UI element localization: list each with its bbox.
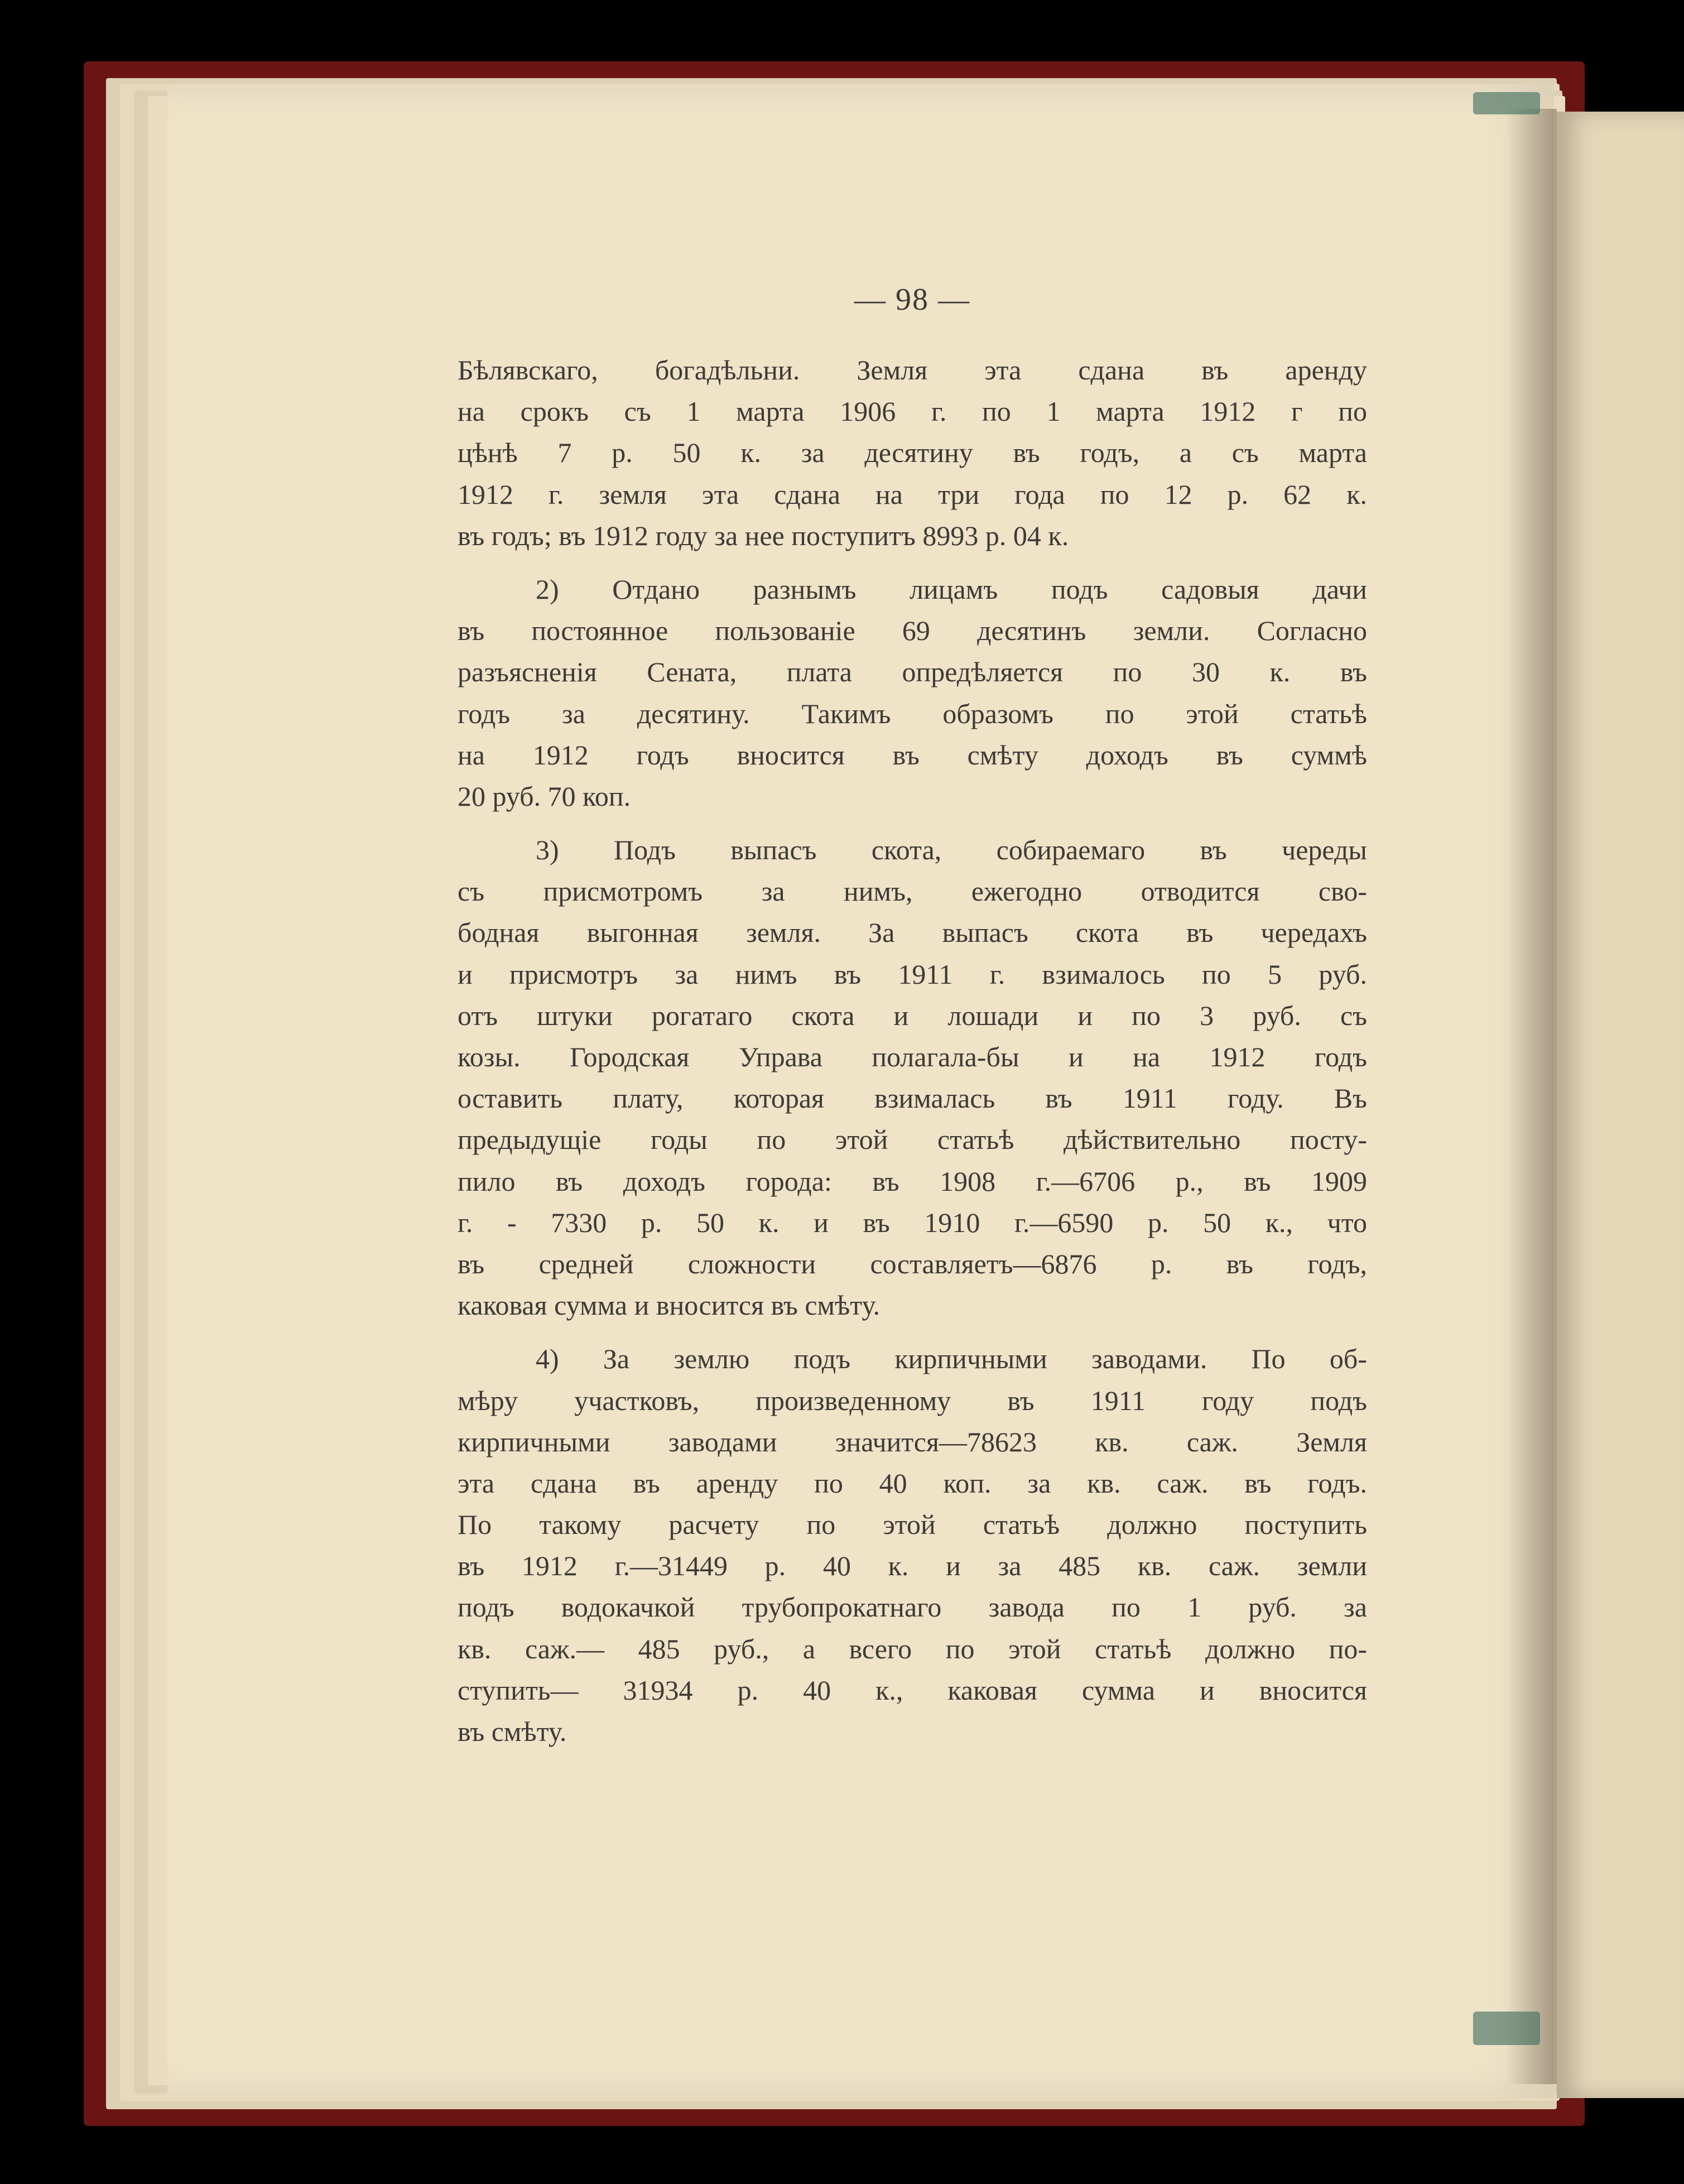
text-line: кв. саж.— 485 руб., а всего по этой статьѣ должно по- — [458, 1633, 1367, 1665]
text-line: отъ штуки рогатаго скота и лошади и по 3 руб. съ — [458, 999, 1367, 1031]
text-line: предыдущіе годы по этой статьѣ дѣйствительно посту- — [458, 1124, 1367, 1156]
text-line: въ средней сложности составляетъ—6876 р. въ годъ, — [458, 1248, 1367, 1279]
text-line: козы. Городская Управа полагала-бы и на 1912 годъ — [458, 1041, 1367, 1072]
text-line: подъ водокачкой трубопрокатнаго завода по 1 руб. за — [458, 1591, 1367, 1623]
text-line: оставить плату, которая взималась въ 1911 году. Въ — [458, 1083, 1367, 1114]
binding-thread-bottom — [1473, 2012, 1540, 2045]
text-line: и присмотръ за нимъ въ 1911 г. взималось по 5 руб. — [458, 958, 1367, 990]
paragraph — [458, 1338, 1367, 1752]
right-page — [1557, 112, 1684, 2098]
text-line: кирпичными заводами значится—78623 кв. саж. Земля — [458, 1426, 1367, 1457]
text-line: пило въ доходъ города: въ 1908 г.—6706 р., въ 1909 — [458, 1165, 1367, 1197]
text-line: г. - 7330 р. 50 к. и въ 1910 г.—6590 р. 50 к., что — [458, 1206, 1367, 1238]
text-line: въ годъ; въ 1912 году за нее поступитъ 8993 р. 04 к. — [458, 519, 1069, 551]
text-line: 20 руб. 70 коп. — [458, 780, 631, 812]
text-line: 3) Подъ выпасъ скота, собираемаго въ череды — [536, 834, 1367, 866]
text-line: По такому расчету по этой статьѣ должно поступить — [458, 1509, 1367, 1541]
text-line: 2) Отдано разнымъ лицамъ подъ садовыя дачи — [536, 573, 1367, 605]
paragraph — [458, 569, 1367, 817]
text-line: съ присмотромъ за нимъ, ежегодно отводится сво- — [458, 875, 1367, 907]
text-line: разъясненія Сената, плата опредѣляется по 30 к. въ — [458, 656, 1367, 688]
text-line: эта сдана въ аренду по 40 коп. за кв. саж. въ годъ. — [458, 1467, 1367, 1499]
text-line: мѣру участковъ, произведенному въ 1911 году подъ — [458, 1384, 1367, 1416]
text-line: въ смѣту. — [458, 1716, 567, 1747]
text-line: на срокъ съ 1 марта 1906 г. по 1 марта 1912 г по — [458, 396, 1367, 427]
text-line: 1912 г. земля эта сдана на три года по 12 р. 62 к. — [458, 478, 1367, 510]
text-line: въ 1912 г.—31449 р. 40 к. и за 485 кв. саж. земли — [458, 1550, 1367, 1582]
text-line: 4) За землю подъ кирпичными заводами. По об- — [536, 1343, 1367, 1375]
page-text — [458, 279, 1367, 1764]
paragraph — [458, 829, 1367, 1326]
text-line: ступить— 31934 р. 40 к., каковая сумма и вносится — [458, 1674, 1367, 1706]
binding-thread-top — [1473, 92, 1540, 114]
text-line: каковая сумма и вносится въ смѣту. — [458, 1290, 880, 1321]
paragraphs — [458, 349, 1367, 1752]
page-number: — 98 — — [854, 282, 970, 317]
text-line: цѣнѣ 7 р. 50 к. за десятину въ годъ, а съ марта — [458, 437, 1367, 469]
gutter-shadow — [1507, 109, 1557, 2084]
text-line: Бѣлявскаго, богадѣльни. Земля эта сдана въ аренду — [458, 354, 1367, 386]
text-line: годъ за десятину. Такимъ образомъ по этой статьѣ — [458, 697, 1367, 729]
text-line: на 1912 годъ вносится въ смѣту доходъ въ суммѣ — [458, 739, 1367, 771]
text-line: въ постоянное пользованіе 69 десятинъ земли. Согласно — [458, 615, 1367, 647]
text-line: бодная выгонная земля. За выпасъ скота въ чередахъ — [458, 917, 1367, 949]
paragraph — [458, 349, 1367, 556]
